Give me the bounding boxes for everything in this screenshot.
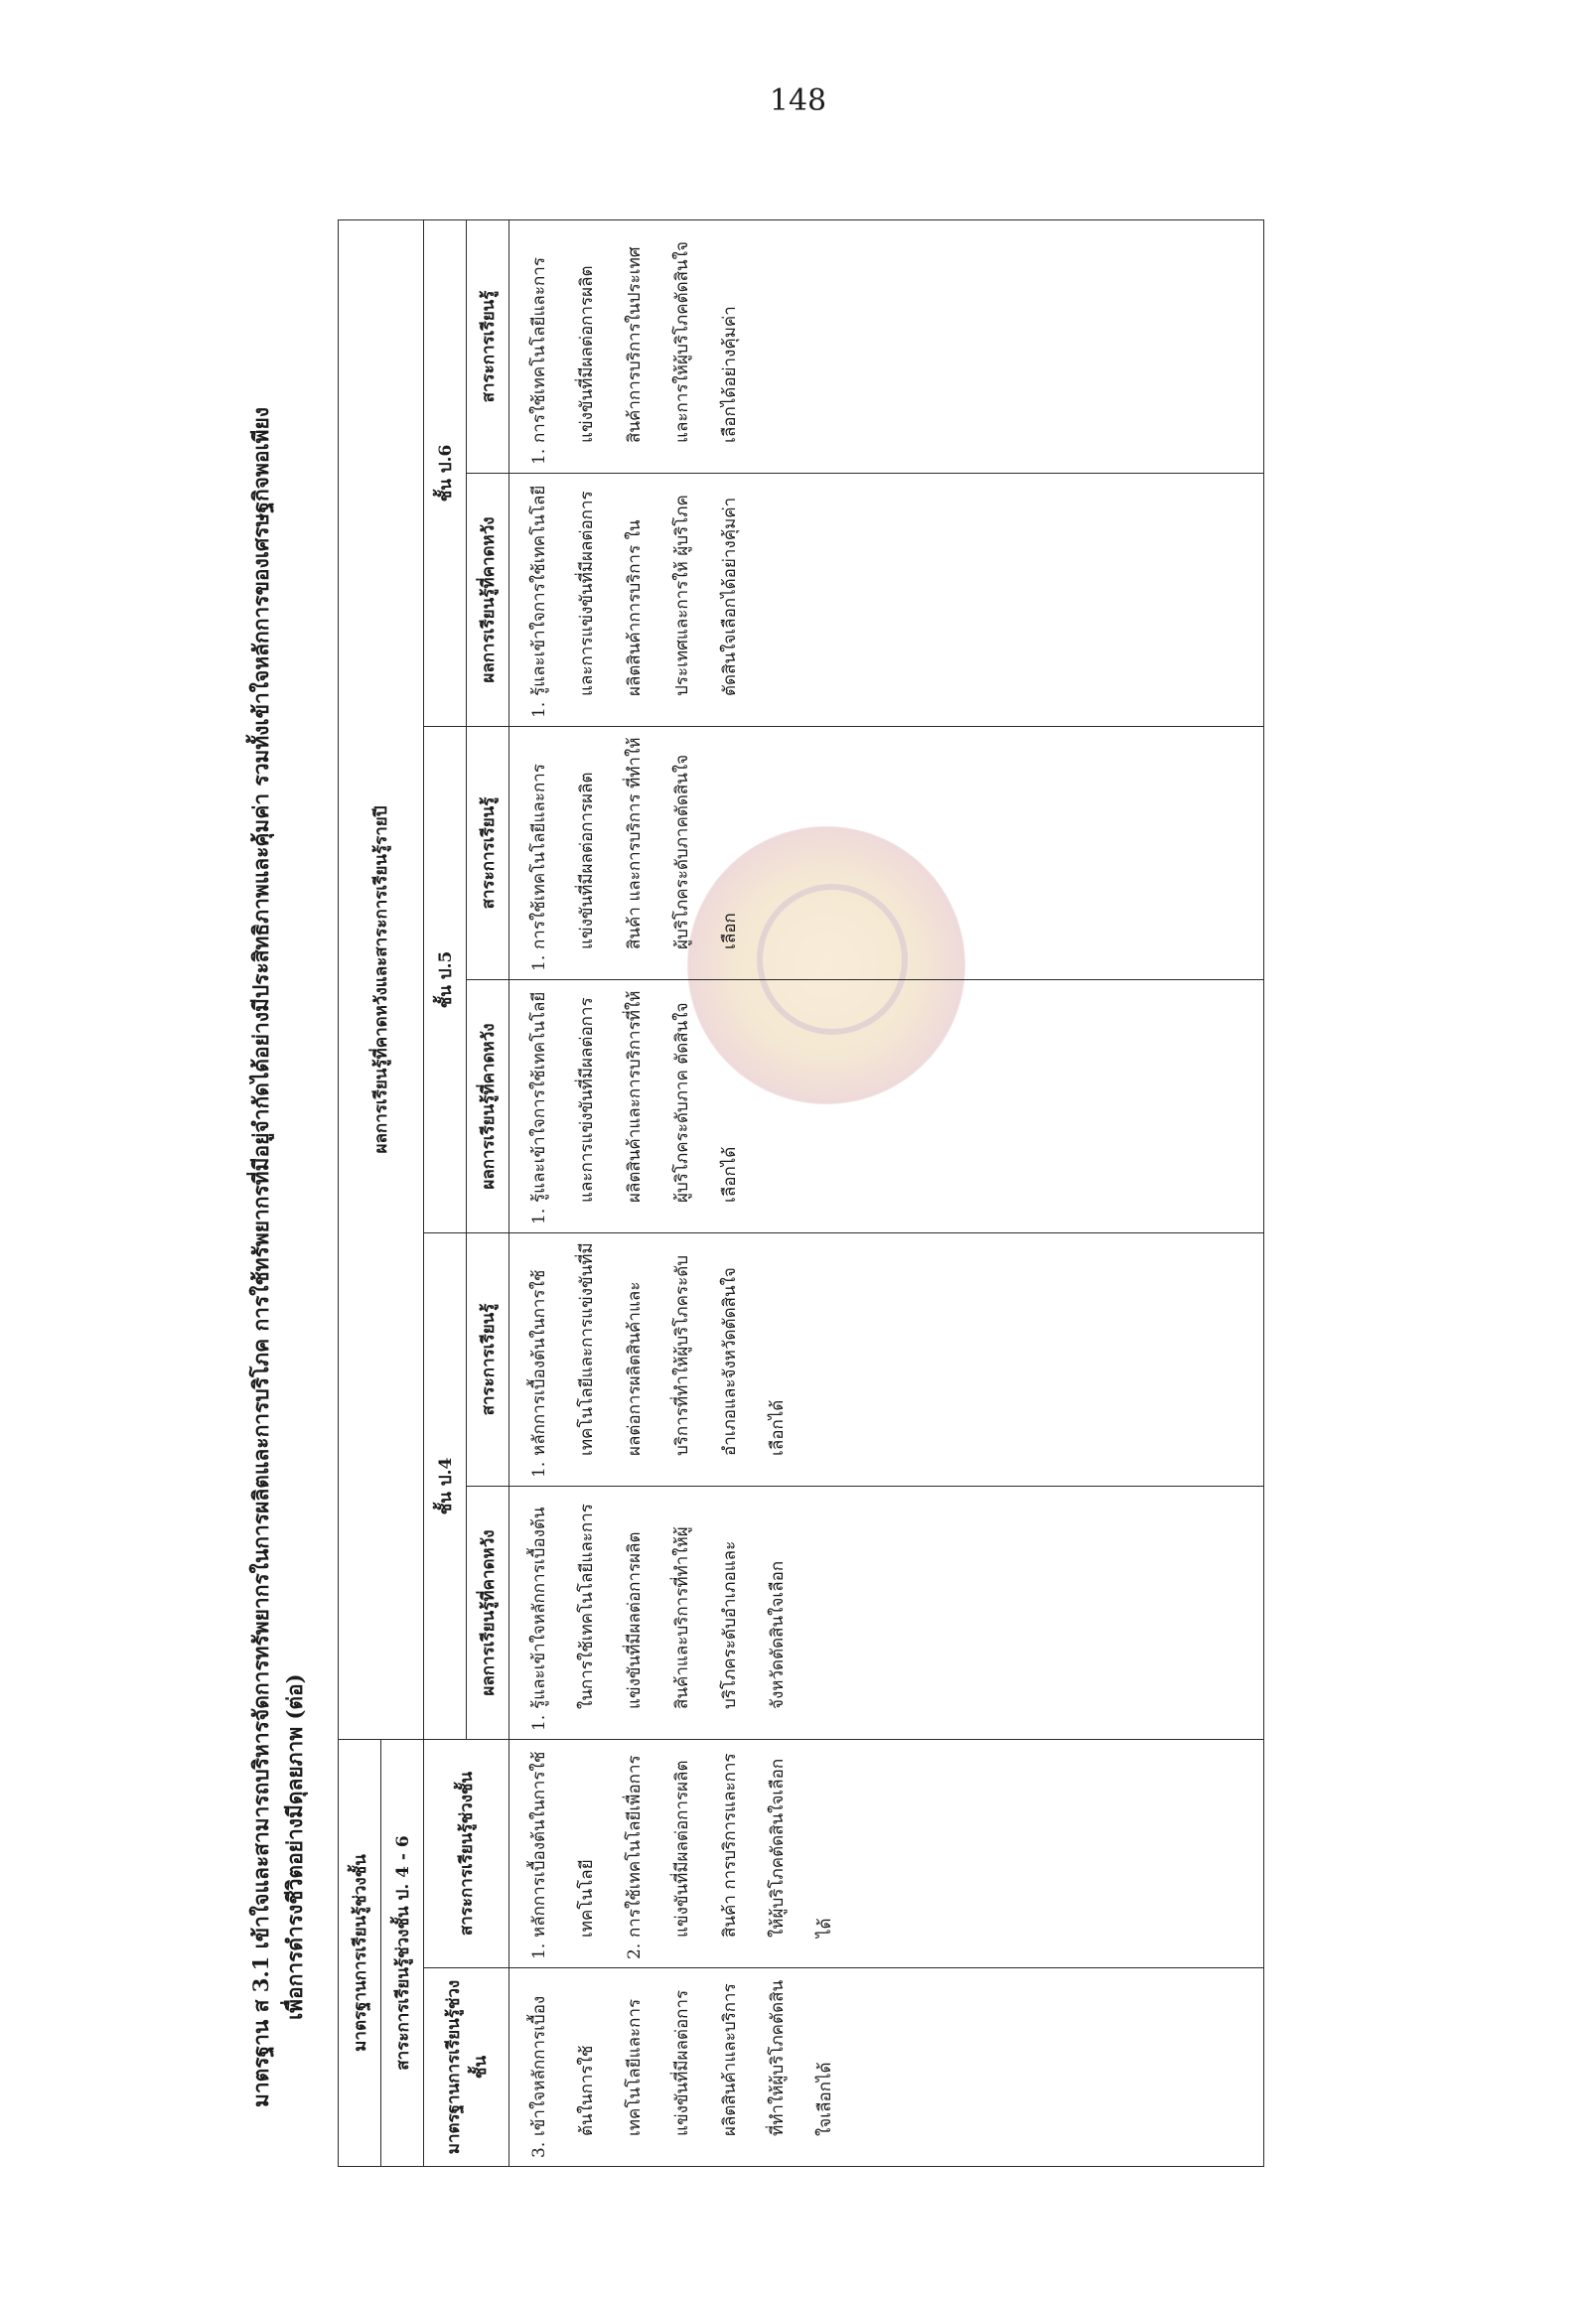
caption-line-1: มาตรฐาน ส 3.1 เข้าใจและสามารถบริหารจัดการทรัพยากรในการผลิตและการบริโภค การใช้ทรัพยากรที่มีอยู่จำกัดได้อย่างมีประสิทธิภาพและคุ้มค่า รวมทั้งเข้าใจหลักการของเศรษฐกิจพอเพียง	[248, 406, 273, 2107]
header-left-top: มาตรฐานการเรียนรู้ช่วงชั้น	[339, 1739, 381, 2166]
item-number: 2.	[625, 1943, 645, 1959]
item-text: หลักการเบื้องต้นในการใช้เทคโนโลยี	[529, 1751, 597, 1938]
col-p4-outcome: ผลการเรียนรู้ที่คาดหวัง	[467, 1486, 509, 1739]
col-p4-content: สาระการเรียนรู้	[467, 1232, 509, 1486]
rotated-page-content	[238, 181, 1291, 2167]
table-caption	[244, 191, 312, 2107]
item-number: 1.	[529, 1461, 549, 1478]
page-number: 148	[769, 83, 827, 118]
item-text: รู้และเข้าใจการใช้เทคโนโลยีและการแข่งขันที่มีผลต่อการผลิตสินค้าและการบริการที่ให้ผู้บริโภคระดับภาค ตัดสินใจเลือกได้	[529, 990, 740, 1203]
table-row	[509, 219, 1264, 2166]
item-text: การใช้เทคโนโลยีและการแข่งขันที่มีผลต่อการผลิตสินค้าการบริการในประเทศและการให้ผู้บริโภคตัดสินใจเลือกได้อย่างคุ้มค่า	[529, 241, 740, 443]
col-p6-outcome: ผลการเรียนรู้ที่คาดหวัง	[467, 473, 509, 726]
cell-p5-content	[509, 726, 1264, 979]
cell-p6-content	[509, 219, 1264, 473]
cell-content	[509, 1739, 1264, 1967]
caption-line-2: เพื่อการดำรงชีวิตอย่างมีดุลยภาพ (ต่อ)	[282, 1673, 307, 2020]
header-left-sub: สาระการเรียนรู้ช่วงชั้น ป. 4 - 6	[381, 1739, 424, 2166]
grade-p6: ชั้น ป.6	[424, 219, 467, 726]
col-p6-content: สาระการเรียนรู้	[467, 219, 509, 473]
item-number: 1.	[529, 701, 549, 718]
item-number: 3.	[529, 2141, 549, 2158]
item-text: เข้าใจหลักการเบื้องต้นในการใช้เทคโนโลยีและการแข่งขันที่มีผลต่อการผลิตสินค้าและบริการที่ทำให้ผู้บริโภคตัดสินใจเลือกได้	[529, 1979, 835, 2136]
cell-standard	[509, 1968, 1264, 2167]
item-number: 1.	[529, 1714, 549, 1731]
col-standard: มาตรฐานการเรียนรู้ช่วงชั้น	[424, 1968, 509, 2167]
item-text: การใช้เทคโนโลยีเพื่อการแข่งขันที่มีผลต่อการผลิตสินค้า การบริการและการให้ผู้บริโภคตัดสินใจเลือกได้	[625, 1753, 835, 1938]
item-number: 1.	[529, 1208, 549, 1224]
item-text: รู้และเข้าใจหลักการเบื้องต้นในการใช้เทคโนโลยีและการแข่งขันที่มีผลต่อการผลิตสินค้าและบริการที่ทำให้ผู้บริโภคระดับอำเภอและจังหวัดตัดสินใจเลือก	[529, 1504, 788, 1709]
grade-p4: ชั้น ป.4	[424, 1232, 467, 1739]
item-number: 1.	[529, 448, 549, 465]
cell-p5-outcome	[509, 979, 1264, 1232]
col-p5-content: สาระการเรียนรู้	[467, 726, 509, 979]
col-content: สาระการเรียนรู้ช่วงชั้น	[424, 1739, 509, 1967]
item-text: การใช้เทคโนโลยีและการแข่งขันที่มีผลต่อการผลิตสินค้า และการบริการ ที่ทำให้ผู้บริโภคระดับภาคตัดสินใจเลือก	[529, 737, 740, 949]
cell-p6-outcome	[509, 473, 1264, 726]
item-text: หลักการเบื้องต้นในการใช้เทคโนโลยีและการแข่งขันที่มีผลต่อการผลิตสินค้าและบริการที่ทำให้ผู้บริโภคระดับอำเภอและจังหวัดตัดสินใจเลือกได้	[529, 1242, 788, 1456]
col-p5-outcome: ผลการเรียนรู้ที่คาดหวัง	[467, 979, 509, 1232]
cell-p4-outcome	[509, 1486, 1264, 1739]
header-right-top: ผลการเรียนรู้ที่คาดหวังและสาระการเรียนรู้รายปี	[339, 219, 424, 1739]
curriculum-table	[338, 219, 1264, 2167]
cell-p4-content	[509, 1232, 1264, 1486]
grade-p5: ชั้น ป.5	[424, 726, 467, 1232]
item-text: รู้และเข้าใจการใช้เทคโนโลยีและการแข่งขันที่มีผลต่อการผลิตสินค้าการบริการ ในประเทศและการให้ ผู้บริโภคตัดสินใจเลือกได้อย่างคุ้มค่า	[529, 485, 740, 696]
item-number: 1.	[529, 954, 549, 971]
item-number: 1.	[529, 1943, 549, 1959]
